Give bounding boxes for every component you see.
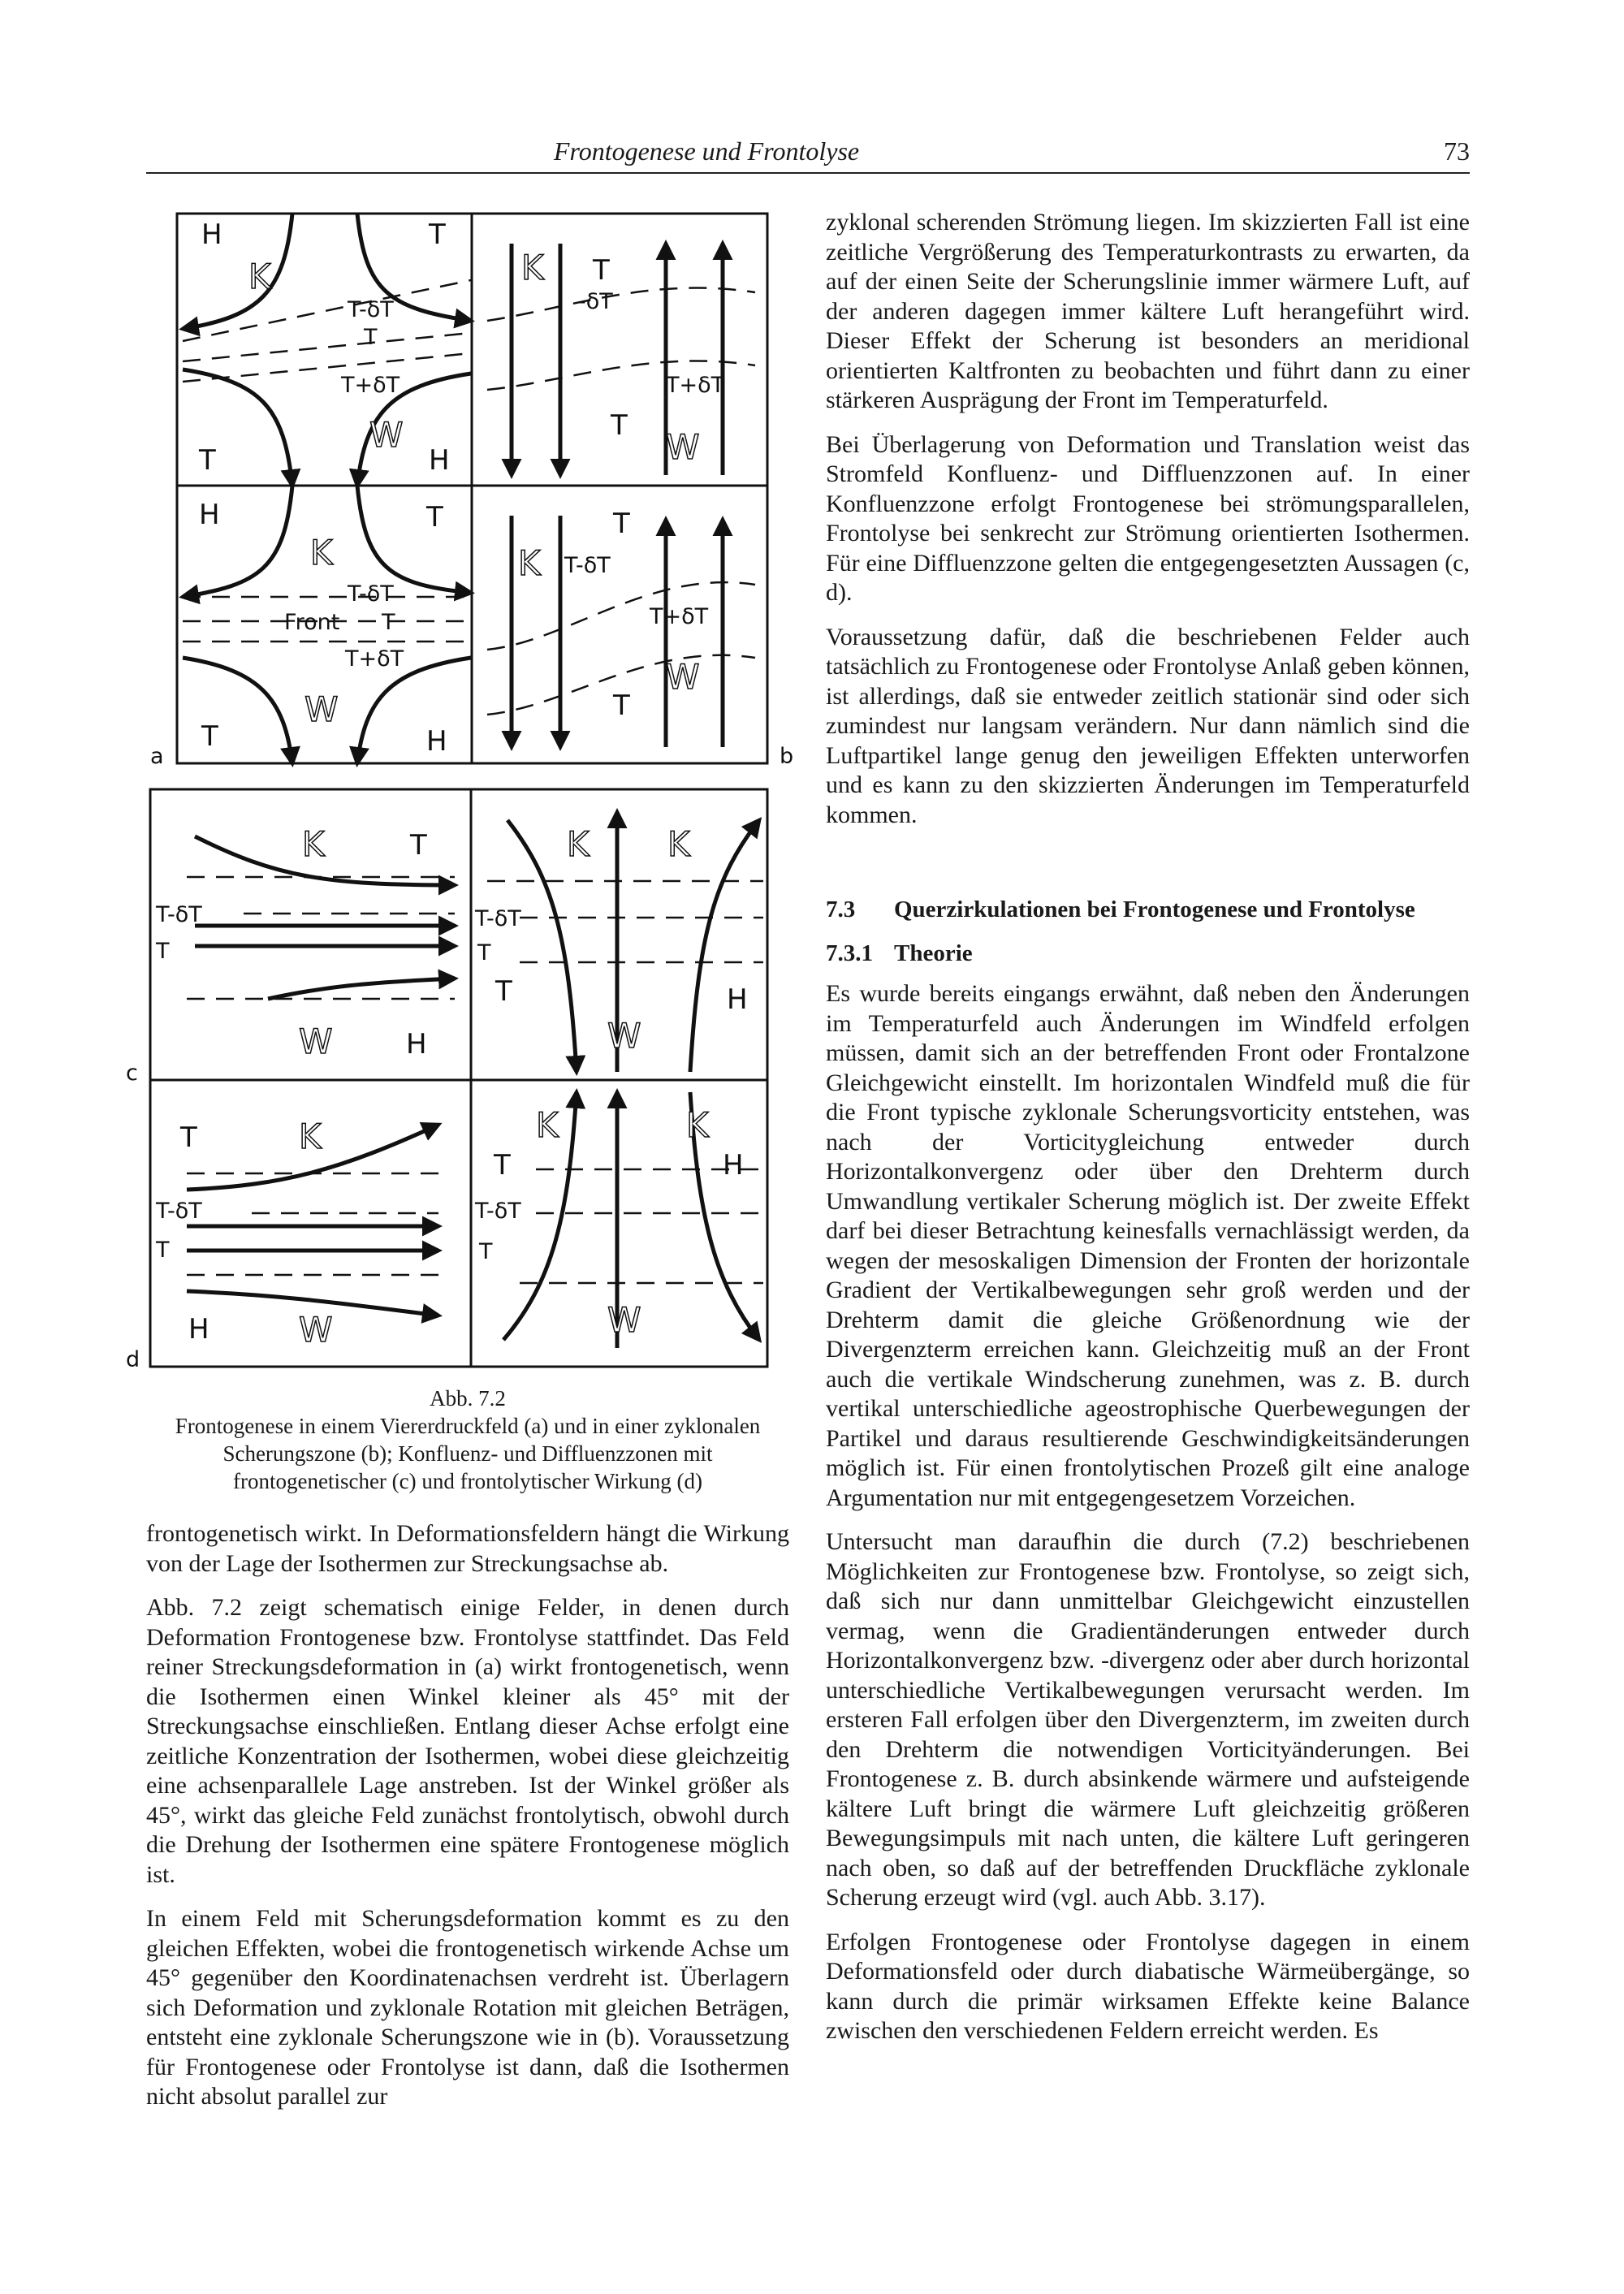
- panel-letters: [126, 744, 793, 1372]
- label: T: [494, 1149, 511, 1182]
- label: T+δT: [345, 646, 404, 672]
- left-paragraph-3: In einem Feld mit Scherungsdeformation kommt es zu den gleichen Effekten, wobei die frontogenetisch wirkende Achse um 45° gegenüber den Koordinatenachsen verdreht ist. Überlagern sich Deformation und zyklonale Rotation mit gleichen Beträgen, entsteht eine zyklonale Scherungszone wie in (b). Voraussetzung für Frontogenese oder Frontolyse ist dann, daß die Isothermen nicht absolut parallel zur: [146, 1905, 789, 2110]
- label: Front: [284, 610, 340, 635]
- left-column: [146, 1385, 789, 2112]
- panel-a-bottom-labels: [199, 499, 447, 758]
- label: T+δT: [650, 604, 709, 629]
- label: T: [495, 975, 512, 1008]
- page-number: 73: [1444, 136, 1470, 166]
- label: T: [477, 940, 491, 966]
- label: K: [686, 1105, 709, 1145]
- label: K: [521, 248, 544, 287]
- label: T: [364, 325, 378, 350]
- left-paragraph-1: frontogenetisch wirkt. In Deformationsfeldern hängt die Wirkung von der Lage der Isothermen zur Streckungsachse ab.: [146, 1520, 789, 1577]
- section-title: Querzirkulationen bei Frontogenese und Frontolyse: [894, 896, 1415, 922]
- panel-letter-b: b: [780, 744, 794, 769]
- panel-a-top-labels: [198, 218, 450, 477]
- right-paragraph-1: zyklonal scherenden Strömung liegen. Im skizzierten Fall ist eine zeitliche Vergrößerung des Temperaturkontrasts zu erwarten, da auf der einen Seite der Scherungslinie immer wärmere Luft, auf der anderen dagegen immer kältere Luft herangeführt wird. Dieser Effekt der Scherung ist besonders an meridional orientierten Kaltfronten zu beobachten und führt dann zu einer stärkeren Ausprägung der Front im Temperaturfeld.: [826, 209, 1470, 413]
- label: H: [723, 1149, 744, 1182]
- label: H: [201, 218, 222, 251]
- panel-d-right-labels: [474, 1105, 744, 1340]
- label: T: [156, 1238, 170, 1263]
- label: W: [607, 1016, 641, 1056]
- label: W: [666, 427, 700, 467]
- label: T-δT: [564, 553, 611, 578]
- label: K: [310, 533, 333, 572]
- label: H: [188, 1313, 209, 1346]
- label: T: [613, 508, 630, 540]
- figure-caption-title: Abb. 7.2: [430, 1386, 506, 1411]
- label: T: [426, 501, 443, 534]
- label: W: [299, 1022, 333, 1061]
- panel-letter-c: c: [126, 1061, 138, 1086]
- section-number: 7.3: [826, 896, 856, 922]
- label: T: [611, 409, 628, 442]
- right-paragraph-2: Bei Überlagerung von Deformation und Translation weist das Stromfeld Konfluenz- und Diffluenzzonen auf. In einer Konfluenzzone erfolgt Frontogenese bei strömungsparallelen, Frontolyse bei senkrecht zur Strömung orientierten Isothermen. Für eine Diffluenzzone gelten die entgegengesetzten Aussagen (c, d).: [826, 430, 1470, 606]
- label: T: [201, 720, 218, 753]
- label: T-δT: [156, 902, 202, 927]
- right-paragraph-6: Erfolgen Frontogenese oder Frontolyse dagegen in einem Deformationsfeld oder durch diabatische Wärmeübergänge, so kann durch die primär wirksamen Effekte keine Balance zwischen den verschiedenen Feldern erreicht werden. Es: [826, 1928, 1470, 2044]
- label: T-δT: [156, 1199, 202, 1224]
- label: K: [248, 257, 271, 296]
- label: H: [406, 1028, 427, 1061]
- panel-c-left-labels: [155, 824, 427, 1061]
- label: T: [429, 218, 446, 251]
- label: K: [302, 824, 325, 864]
- right-column: [826, 208, 1470, 2046]
- label: H: [199, 499, 220, 531]
- label: T: [156, 939, 170, 964]
- label: K: [667, 824, 690, 864]
- label: T: [593, 254, 610, 287]
- label: H: [727, 983, 748, 1016]
- label: K: [518, 543, 541, 583]
- panel-b-top-labels: [521, 248, 725, 467]
- subsection-heading: [826, 939, 1470, 968]
- panel-b-bottom-labels: [518, 508, 709, 722]
- label: T: [199, 444, 216, 477]
- label: K: [299, 1117, 322, 1156]
- label: T-δT: [475, 906, 521, 931]
- running-header-title: Frontogenese und Frontolyse: [553, 136, 860, 166]
- label: T: [479, 1239, 493, 1264]
- label: T-δT: [348, 297, 394, 322]
- label: T: [382, 610, 395, 635]
- right-paragraph-3: Voraussetzung dafür, daß die beschriebenen Felder auch tatsächlich zu Frontogenese oder Frontolyse Anlaß geben können, ist allerdings, daß sie entweder zeitlich stationär sind oder sich zumindest nur langsam verändern. Nur dann nämlich sind die Luftpartikel lange genug den jeweiligen Effekten unterworfen und es kann zu den skizzierten Änderungen im Temperaturfeld kommen.: [826, 623, 1470, 828]
- label: K: [536, 1105, 559, 1145]
- label: W: [666, 657, 700, 697]
- label: H: [429, 444, 450, 477]
- section-heading: [826, 895, 1470, 924]
- label: T: [613, 689, 630, 722]
- right-paragraph-4: Es wurde bereits eingangs erwähnt, daß neben den Änderungen im Temperaturfeld auch Änderungen im Windfeld erfolgen müssen, damit sich an der betreffenden Front oder Frontalzone Gleichgewicht einstellt. Im horizontalen Windfeld muß die für die Front typische zyklonale Scherungsvorticity entstehen, was nach der Vorticitygleichung entweder durch Horizontalkonvergenz oder über den Drehterm durch Umwandlung vertikaler Scherung möglich ist. Der zweite Effekt darf bei dieser Betrachtung keinesfalls vernachlässigt werden, da wegen der mesoskaligen Dimension der Fronten der horizontale Gradient der Vertikalbewegungen sehr groß werden und der Drehterm damit die gleiche Größenordnung wie der Divergenzterm erreichen kann. Gleichzeitig muß an der Front auch die vertikale Windscherung zunehmen, was z. B. durch vertikal unterschiedliche ageostrophische Querbewegungen der Partikel und daraus resultierende Geschwindigkeitsänderungen möglich ist. Für einen frontolytischen Prozeß gilt eine analoge Argumentation nur mit entgegengesetzem Vorzeichen.: [826, 980, 1470, 1511]
- label: -δT: [578, 289, 613, 314]
- panel-d-left-labels: [155, 1117, 333, 1350]
- panel-letter-a: a: [150, 744, 164, 769]
- right-paragraph-5: Untersucht man daraufhin die durch (7.2) beschriebenen Möglichkeiten zur Frontogenese bzw. Frontolyse, so zeigt sich, daß sich nur dann unmittelbar Gleichgewicht einzustellen vermag, wenn die Gradientänderungen entweder durch Horizontalkonvergenz bzw. -divergenz oder aber durch horizontal unterschiedliche Vertikalbewegungen verursacht werden. Im ersteren Fall erfolgen über den Divergenzterm, im zweiten durch den Drehterm die notwendigen Vorticityänderungen. Bei Frontogenese z. B. durch absinkende wärmere und aufsteigende kältere Luft bringt die wärmere Luft gleichzeitig größeren Bewegungsimpuls mit nach unten, die kältere Luft geringeren nach oben, so daß auf der betreffenden Druckfläche zyklonale Scherung erzeugt wird (vgl. auch Abb. 3.17).: [826, 1528, 1470, 1911]
- label: T-δT: [475, 1199, 521, 1224]
- panel-letter-d: d: [126, 1347, 140, 1372]
- label: T: [410, 829, 427, 862]
- left-paragraph-2: Abb. 7.2 zeigt schematisch einige Felder, in denen durch Deformation Frontogenese bzw. Frontolyse stattfindet. Das Feld reiner Streckungsdeformation in (a) wirkt frontogenetisch, wenn die Isothermen einen Winkel kleiner als 45° mit der Streckungsachse einschließen. Entlang dieser Achse erfolgt eine zeitliche Konzentration der Isothermen, wobei diese gleichzeitig eine achsenparallele Lage anstreben. Ist der Winkel größer als 45°, wirkt das gleiche Feld zunächst frontolytisch, obwohl durch die Drehung der Isothermen eine spätere Frontogenese möglich ist.: [146, 1594, 789, 1888]
- label: W: [607, 1300, 641, 1340]
- subsection-number: 7.3.1: [826, 940, 873, 966]
- label: T+δT: [666, 373, 725, 398]
- label: W: [299, 1310, 333, 1350]
- label: W: [304, 689, 339, 729]
- label: H: [426, 725, 447, 758]
- label: T-δT: [348, 581, 394, 607]
- label: K: [567, 824, 590, 864]
- subsection-title: Theorie: [894, 940, 973, 966]
- label: T: [180, 1121, 197, 1154]
- figure-caption-text: Frontogenese in einem Viererdruckfeld (a) und in einer zyklonalen Scherungszone (b); Konfluenz- und Diffluenzzonen mit frontogenetischer (c) und frontolytischer Wirkung (d): [175, 1414, 761, 1493]
- label: W: [369, 415, 404, 455]
- label: T+δT: [341, 373, 400, 398]
